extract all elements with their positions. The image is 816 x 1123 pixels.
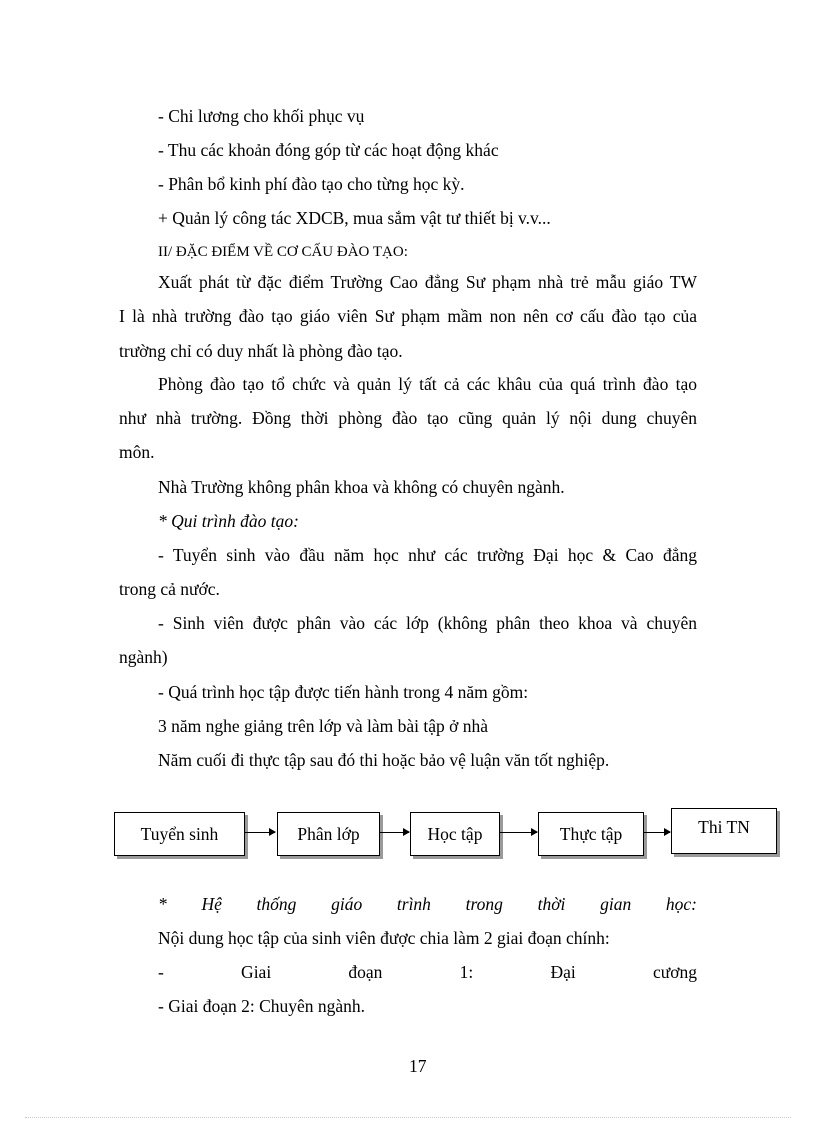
flow-step-thuc-tap: Thực tập — [538, 812, 644, 856]
flow-step-hoc-tap: Học tập — [410, 812, 500, 856]
text-line: Xuất phát từ đặc điểm Trường Cao đẳng Sư phạm nhà trẻ mẫu giáo TW — [158, 272, 697, 292]
flow-arrow — [379, 832, 409, 833]
text-line: 3 năm nghe giảng trên lớp và làm bài tập ở nhà — [158, 716, 489, 736]
flow-step-tuyen-sinh: Tuyển sinh — [114, 812, 245, 856]
text-line: Nội dung học tập của sinh viên được chia làm 2 giai đoạn chính: — [158, 928, 610, 948]
text-line: I là nhà trường đào tạo giáo viên Sư phạm mầm non nên cơ cấu đào tạo của — [119, 306, 697, 326]
subheading: * Hệ thống giáo trình trong thời gian học: — [158, 894, 697, 914]
text-line: môn. — [119, 442, 155, 462]
text-line: như nhà trường. Đồng thời phòng đào tạo cũng quản lý nội dung chuyên — [119, 408, 697, 428]
text-line: - Phân bổ kinh phí đào tạo cho từng học kỳ. — [158, 174, 465, 194]
section-heading: II/ ĐẶC ĐIỂM VỀ CƠ CẤU ĐÀO TẠO: — [158, 244, 408, 260]
text-line: - Giai đoạn 2: Chuyên ngành. — [158, 996, 366, 1016]
text-line: - Chi lương cho khối phục vụ — [158, 106, 365, 126]
flow-step-thi-tn: Thi TN — [671, 808, 777, 854]
text-line: Phòng đào tạo tổ chức và quản lý tất cả các khâu của quá trình đào tạo — [158, 374, 697, 394]
text-line: trong cả nước. — [119, 579, 220, 599]
text-line: ngành) — [119, 647, 168, 667]
text-line: Nhà Trường không phân khoa và không có chuyên ngành. — [158, 477, 565, 497]
page-bottom-divider — [25, 1117, 791, 1118]
flow-arrow — [499, 832, 537, 833]
flow-arrow — [643, 832, 670, 833]
text-line: + Quản lý công tác XDCB, mua sắm vật tư thiết bị v.v... — [158, 208, 551, 228]
text-line: - Giai đoạn 1: Đại cương — [158, 962, 697, 982]
text-line: Năm cuối đi thực tập sau đó thi hoặc bảo vệ luận văn tốt nghiệp. — [158, 750, 610, 770]
flow-arrow — [244, 832, 275, 833]
text-line: - Tuyển sinh vào đầu năm học như các trường Đại học & Cao đẳng — [158, 545, 697, 565]
page-number: 17 — [409, 1056, 427, 1076]
text-line: - Thu các khoản đóng góp từ các hoạt động khác — [158, 140, 499, 160]
text-line: trường chỉ có duy nhất là phòng đào tạo. — [119, 341, 403, 361]
text-line: - Quá trình học tập được tiến hành trong 4 năm gồm: — [158, 682, 529, 702]
text-line: - Sinh viên được phân vào các lớp (không phân theo khoa và chuyên — [158, 613, 697, 633]
subheading: * Qui trình đào tạo: — [158, 511, 299, 531]
flow-step-phan-lop: Phân lớp — [277, 812, 380, 856]
